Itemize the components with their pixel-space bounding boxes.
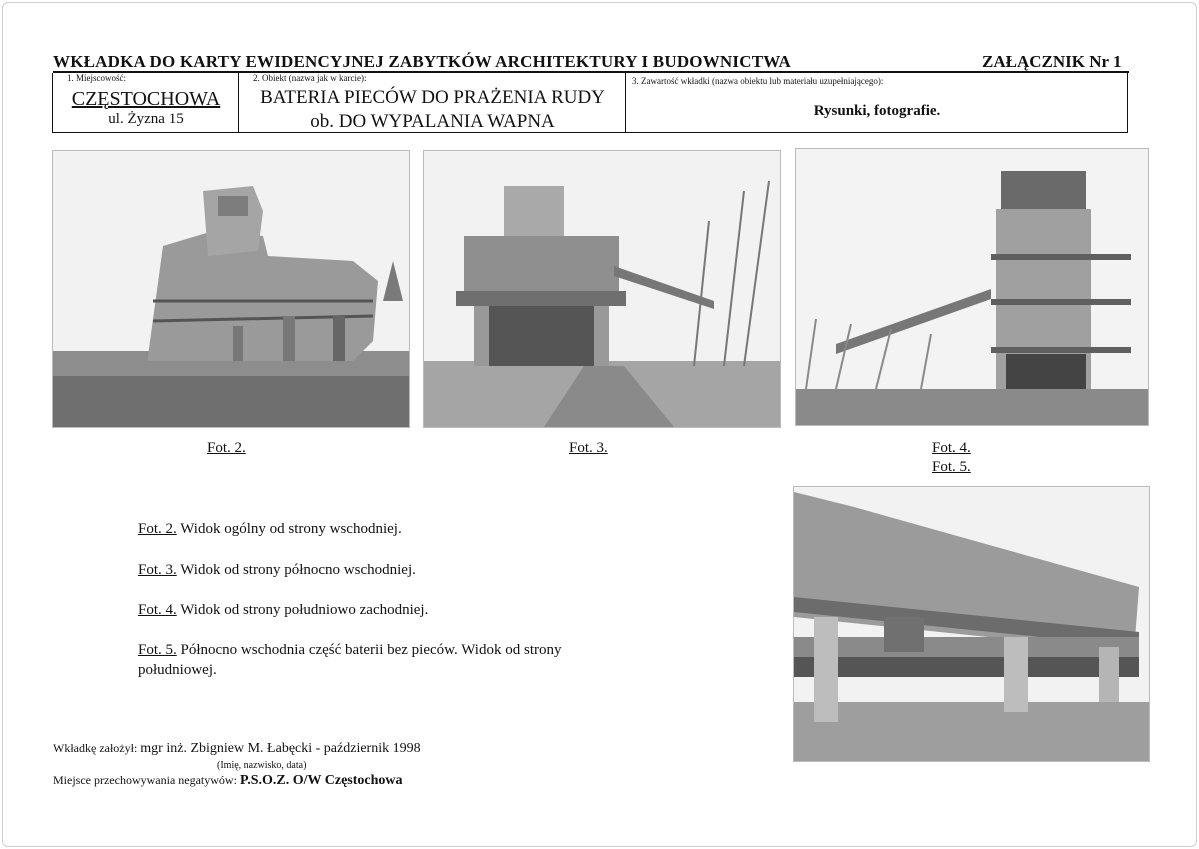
storage-line — [53, 773, 403, 789]
photo-fot-4 — [795, 148, 1149, 426]
author-line — [53, 741, 421, 757]
description-ref: Fot. 2. — [138, 521, 177, 537]
caption-fot-2: Fot. 2. — [207, 440, 246, 456]
photo-fot-5-image — [794, 487, 1149, 761]
description-text: Widok ogólny od strony wschodniej. — [176, 521, 402, 537]
description-fot-2 — [138, 519, 402, 539]
author-label: Wkładkę założył: — [53, 741, 141, 755]
object-cell — [239, 73, 626, 132]
photo-fot-2 — [52, 150, 410, 428]
description-text: Widok od strony północno wschodniej. — [176, 562, 416, 578]
contents-value: Rysunki, fotografie. — [813, 103, 941, 119]
author-value: mgr inż. Zbigniew M. Łabęcki - październik 1998 — [140, 741, 421, 756]
description-ref: Fot. 4. — [138, 602, 177, 618]
caption-fot-4: Fot. 4. — [932, 440, 971, 456]
storage-label: Miejsce przechowywania negatywów: — [53, 773, 240, 787]
description-text: Widok od strony południowo zachodniej. — [176, 602, 429, 618]
description-fot-3 — [138, 560, 416, 580]
locality-city: CZĘSTOCHOWA — [71, 88, 221, 110]
caption-fot-3: Fot. 3. — [569, 440, 608, 456]
description-text: Północno wschodnia część baterii bez pieców. Widok od strony — [176, 642, 562, 658]
caption-fot-5: Fot. 5. — [932, 459, 971, 475]
document-title: WKŁADKA DO KARTY EWIDENCYJNEJ ZABYTKÓW ARCHITEKTURY I BUDOWNICTWA — [53, 52, 792, 71]
record-form — [52, 73, 1128, 133]
photo-fot-4-image — [796, 149, 1148, 425]
description-text-line2: południowej. — [138, 662, 217, 678]
object-name-line1: BATERIA PIECÓW DO PRAŻENIA RUDY — [260, 87, 605, 108]
contents-cell — [626, 73, 1128, 132]
description-ref: Fot. 3. — [138, 562, 177, 578]
locality-street: ul. Żyzna 15 — [108, 111, 184, 127]
photo-fot-3-image — [424, 151, 780, 427]
photo-fot-5 — [793, 486, 1150, 762]
locality-cell — [53, 73, 239, 132]
author-hint: (Imię, nazwisko, data) — [217, 760, 307, 771]
object-label: 2. Obiekt (nazwa jak w karcie): — [253, 73, 367, 83]
object-name-line2: ob. DO WYPALANIA WAPNA — [310, 111, 555, 132]
photo-fot-2-image — [53, 151, 409, 427]
description-fot-4 — [138, 600, 428, 620]
description-ref: Fot. 5. — [138, 642, 177, 658]
contents-label: 3. Zawartość wkładki (nazwa obiektu lub materiału uzupełniającego): — [632, 76, 884, 86]
photo-fot-3 — [423, 150, 781, 428]
storage-value: P.S.O.Z. O/W Częstochowa — [239, 773, 403, 788]
locality-label: 1. Miejscowość: — [67, 73, 126, 83]
annex-label: ZAŁĄCZNIK Nr 1 — [982, 52, 1122, 71]
description-fot-5 — [138, 640, 561, 680]
